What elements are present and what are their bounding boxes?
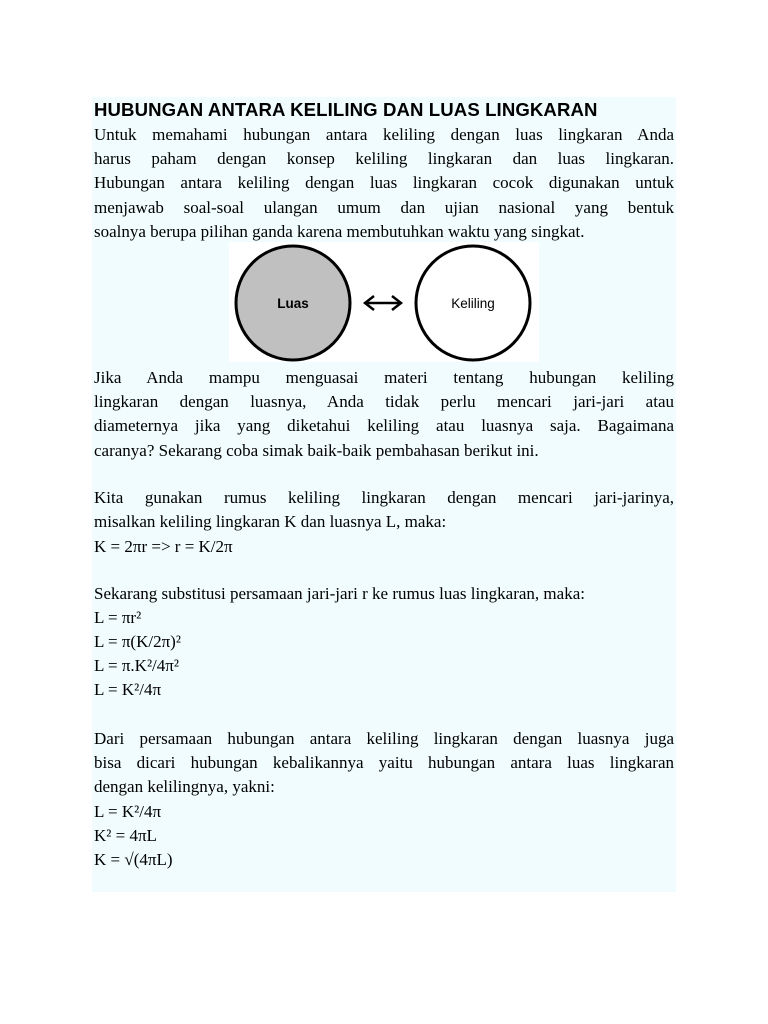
equation-area-3: L = π.K²/4π² bbox=[94, 656, 179, 675]
para4-line: Sekarang substitusi persamaan jari-jari r ke rumus luas lingkaran, maka: bbox=[94, 584, 585, 603]
page-title: HUBUNGAN ANTARA KELILING DAN LUAS LINGKARAN bbox=[94, 99, 598, 120]
para2-line: Jika Anda mampu menguasai materi tentang hubungan keliling bbox=[94, 368, 674, 387]
para5-line: Dari persamaan hubungan antara keliling lingkaran dengan luasnya juga bbox=[94, 729, 674, 748]
luas-label: Luas bbox=[277, 296, 309, 311]
paragraph-2 bbox=[94, 366, 674, 463]
equation-keliling: K = 2πr => r = K/2π bbox=[94, 537, 233, 556]
equation-area-1: L = πr² bbox=[94, 608, 142, 627]
intro-line: Untuk memahami hubungan antara keliling dengan luas lingkaran Anda bbox=[94, 125, 674, 144]
paragraph-5 bbox=[94, 727, 674, 800]
paragraph-4 bbox=[94, 582, 674, 606]
equation-area-2: L = π(K/2π)² bbox=[94, 632, 181, 651]
intro-paragraph bbox=[94, 123, 674, 244]
circle-relation-diagram bbox=[229, 242, 539, 362]
para3-line: Kita gunakan rumus keliling lingkaran dengan mencari jari-jarinya, bbox=[94, 488, 674, 507]
intro-line: menjawab soal-soal ulangan umum dan ujian nasional yang bentuk bbox=[94, 197, 674, 217]
circle-relation-figure bbox=[229, 242, 539, 362]
equation-keliling-3: K = √(4πL) bbox=[94, 850, 173, 869]
para2-line: diameternya jika yang diketahui keliling atau luasnya saja. Bagaimana bbox=[94, 416, 674, 436]
content-panel bbox=[92, 97, 676, 892]
para2-line: caranya? Sekarang coba simak baik-baik pembahasan berikut ini. bbox=[94, 440, 539, 460]
para3-line: misalkan keliling lingkaran K dan luasnya L, maka: bbox=[94, 512, 447, 532]
equation-keliling-1: L = K²/4π bbox=[94, 802, 162, 821]
equation-area-4: L = K²/4π bbox=[94, 680, 162, 699]
intro-line: harus paham dengan konsep keliling lingkaran dan luas lingkaran. bbox=[94, 149, 674, 169]
intro-line: soalnya berupa pilihan ganda karena membutuhkan waktu yang singkat. bbox=[94, 221, 585, 241]
para5-line: bisa dicari hubungan kebalikannya yaitu hubungan antara luas lingkaran bbox=[94, 753, 674, 773]
equation-keliling-2: K² = 4πL bbox=[94, 826, 157, 845]
keliling-label: Keliling bbox=[451, 296, 495, 311]
double-arrow-icon bbox=[365, 296, 401, 310]
para2-line: lingkaran dengan luasnya, Anda tidak perlu mencari jari-jari atau bbox=[94, 392, 674, 412]
para5-line: dengan kelilingnya, yakni: bbox=[94, 777, 275, 797]
paragraph-3 bbox=[94, 486, 674, 534]
intro-line: Hubungan antara keliling dengan luas lingkaran cocok digunakan untuk bbox=[94, 173, 674, 193]
